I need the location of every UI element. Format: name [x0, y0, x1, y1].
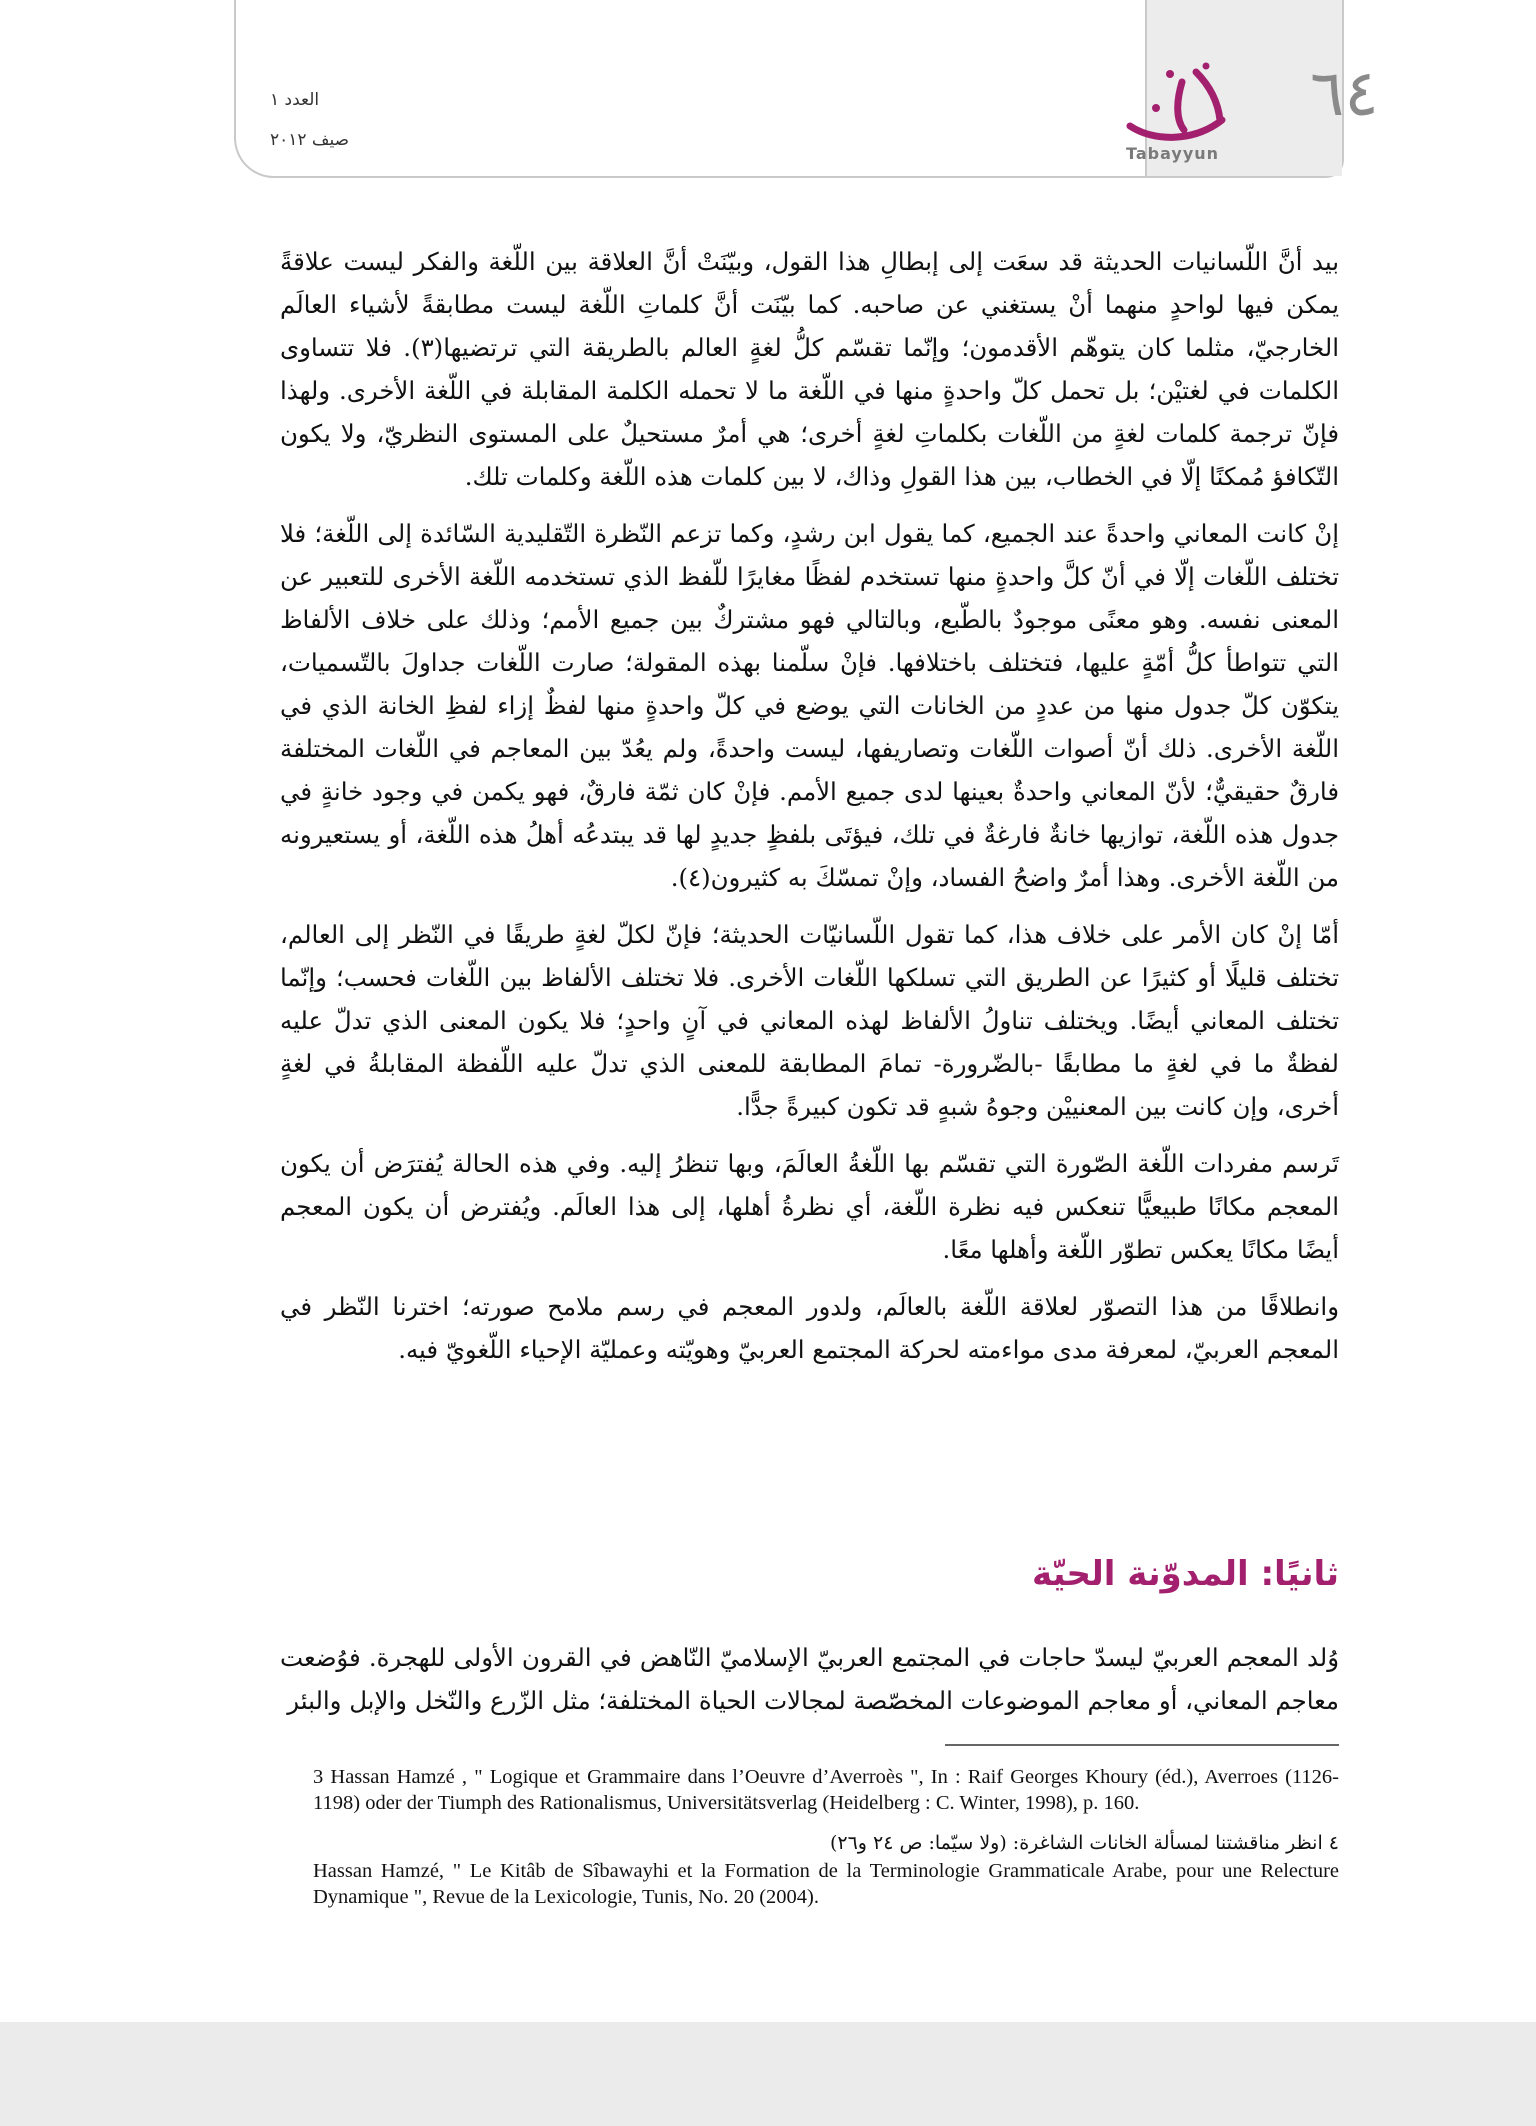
footnote-4: Hassan Hamzé, " Le Kitâb de Sîbawayhi et la Formation de la Terminologie Grammaticale Arabe, pour une Relecture Dynamique ", Revue de la Lexicologie, Tunis, No. 20 (2004).	[313, 1860, 1339, 1908]
issue-label: العدد ١	[270, 90, 320, 110]
main-body	[280, 240, 1339, 1385]
footnote-divider	[945, 1744, 1339, 1746]
paragraph: وانطلاقًا من هذا التصوّر لعلاقة اللّغة بالعالَم، ولدور المعجم في رسم ملامح صورته؛ اخترنا النّظر في المعجم العربيّ، لمعرفة مدى مواءمته لحركة المجتمع العربيّ وهويّته وعمليّة الإحياء اللّغويّ فيه.	[280, 1292, 1339, 1364]
paragraph: تَرسم مفردات اللّغة الصّورة التي تقسّم بها اللّغةُ العالَمَ، وبها تنظرُ إليه. وفي هذه الحالة يُفترَض أن يكون المعجم مكانًا طبيعيًّا تنعكس فيه نظرة اللّغة، أي نظرةُ أهلها، إلى هذا العالَم. ويُفترض أن يكون المعجم أيضًا مكانًا يعكس تطوّر اللّغة وأهلها معًا.	[280, 1149, 1339, 1264]
section-paragraph: وُلد المعجم العربيّ ليسدّ حاجات في المجتمع العربيّ الإسلاميّ النّاهض في القرون الأولى للهجرة. فوُضعت معاجم المعاني، أو معاجم الموضوعات المخصّصة لمجالات الحياة المختلفة؛ مثل الزّرع والنّخل والإبل والبئر	[280, 1643, 1339, 1715]
section-heading: ثانيًا: المدوّنة الحيّة	[1031, 1554, 1339, 1594]
paragraph: إنْ كانت المعاني واحدةً عند الجميع، كما يقول ابن رشدٍ، وكما تزعم النّظرة التّقليدية السّائدة إلى اللّغة؛ فلا تختلف اللّغات إلّا في أنّ كلَّ واحدةٍ منها تستخدم لفظًا مغايرًا للّفظ الذي تستخدمه اللّغة الأخرى للتعبير عن المعنى نفسه. وهو معنًى موجودٌ بالطّبع، وبالتالي فهو مشتركٌ بين جميع الأمم؛ وذلك على خلاف الألفاظ التي تتواطأ كلُّ أمّةٍ عليها، فتختلف باختلافها. فإنْ سلّمنا بهذه المقولة؛ صارت اللّغات جداولَ بالتّسميات، يتكوّن كلّ جدول منها من عددٍ من الخانات التي يوضع في كلّ واحدةٍ منها لفظٌ إزاء لفظِ الخانة الذي في اللّغة الأخرى. ذلك أنّ أصوات اللّغات وتصاريفها، ليست واحدةً، ولم يعُدّ بين المعاجم في اللّغات المختلفة فارقٌ حقيقيٌّ؛ لأنّ المعاني واحدةٌ بعينها لدى جميع الأمم. فإنْ كان ثمّة فارقٌ، فهو يكمن في وجود خانةٍ في جدول هذه اللّغة، توازيها خانةٌ فارغةٌ في تلك، فيؤتَى بلفظٍ جديدٍ لها قد يبتدعُه أهلُ هذه اللّغة، أو يستعيرونه من اللّغة الأخرى. وهذا أمرٌ واضحُ الفساد، وإنْ تمسّكَ به كثيرون(٤).	[280, 519, 1339, 892]
logo-mark-icon	[1124, 62, 1230, 146]
page-number: ٦٤	[1310, 57, 1379, 131]
footnote-3: 3 Hassan Hamzé , " Logique et Grammaire dans l’Oeuvre d’Averroès ", In : Raif Georges Khoury (éd.), Averroes (1126-1198) oder der Tiumph des Rationalismus, Universitätsverlag (Heidelberg : C. Winter, 1998), p. 160.	[313, 1766, 1339, 1814]
footnote-4-arabic: ٤ انظر مناقشتنا لمسألة الخانات الشاغرة: (ولا سيّما: ص ٢٤ و٢٦)	[829, 1832, 1339, 1854]
logo-text: Tabayyun	[1126, 144, 1220, 163]
paragraph: بيد أنَّ اللّسانيات الحديثة قد سعَت إلى إبطالِ هذا القول، وبيّنَتْ أنَّ العلاقة بين اللّغة والفكر ليست علاقةً يمكن فيها لواحدٍ منهما أنْ يستغني عن صاحبه. كما بيّنَت أنَّ كلماتِ اللّغة ليست مطابقةً لأشياء العالَم الخارجيّ، مثلما كان يتوهّم الأقدمون؛ وإنّما تقسّم كلُّ لغةٍ العالم بالطريقة التي ترتضيها(٣). فلا تتساوى الكلمات في لغتيْن؛ بل تحمل كلّ واحدةٍ منها في اللّغة ما لا تحمله الكلمة المقابلة في اللّغة الأخرى. ولهذا فإنّ ترجمة كلمات لغةٍ من اللّغات بكلماتِ لغةٍ أخرى؛ هي أمرٌ مستحيلٌ على المستوى النظريّ، ولا يكون التّكافؤ مُمكنًا إلّا في الخطاب، بين هذا القولِ وذاك، لا بين كلمات هذه اللّغة وكلمات تلك.	[280, 247, 1339, 491]
bottom-band	[0, 2022, 1536, 2126]
journal-logo	[1124, 62, 1230, 162]
paragraph: أمّا إنْ كان الأمر على خلاف هذا، كما تقول اللّسانيّات الحديثة؛ فإنّ لكلّ لغةٍ طريقًا في النّظر إلى العالم، تختلف قليلًا أو كثيرًا عن الطريق التي تسلكها اللّغات الأخرى. فلا تختلف الألفاظ بين اللّغات فحسب؛ وإنّما تختلف المعاني أيضًا. ويختلف تناولُ الألفاظ لهذه المعاني في آنٍ واحدٍ؛ فلا يكون المعنى الذي تدلّ عليه لفظةٌ ما في لغةٍ ما مطابقًا -بالضّرورة- تمامَ المطابقة للمعنى الذي تدلّ عليه اللّفظة المقابلةُ في لغةٍ أخرى، وإن كانت بين المعنييْن وجوهُ شبهٍ قد تكون كبيرةً جدًّا.	[280, 920, 1339, 1121]
season-label: صيف ٢٠١٢	[270, 130, 350, 150]
